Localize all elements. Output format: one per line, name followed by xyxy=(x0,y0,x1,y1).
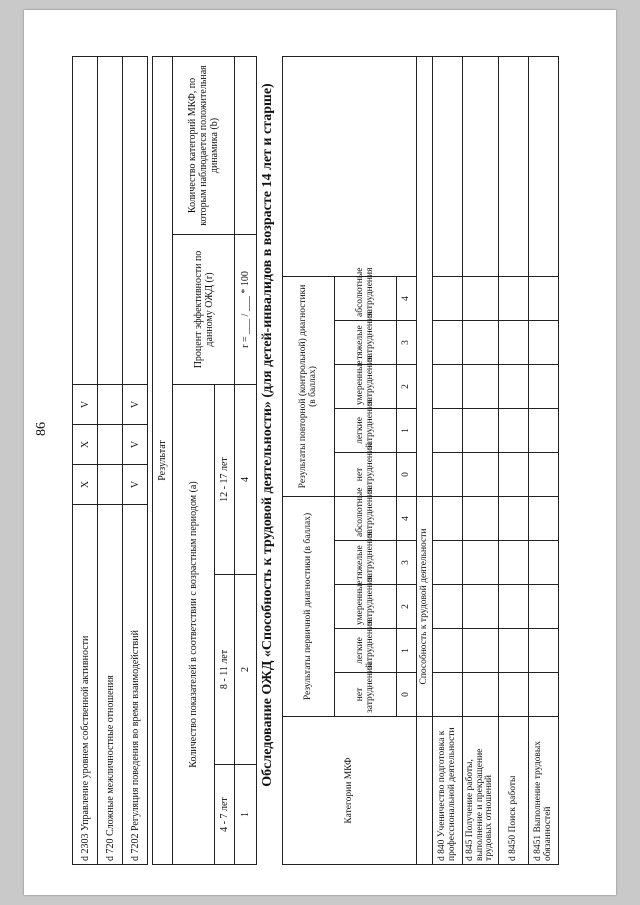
level-label: умеренные затруднения xyxy=(335,585,397,629)
formula: r = ___ / ___ * 100 xyxy=(235,235,257,385)
table-row xyxy=(153,56,173,864)
empty-cell xyxy=(98,57,123,385)
work-ability-table xyxy=(282,56,559,865)
score: 1 xyxy=(397,629,417,673)
age-group: 8 - 11 лет xyxy=(215,575,235,765)
mark-cell xyxy=(98,385,123,425)
score: 2 xyxy=(397,364,417,408)
age-group: 12 - 17 лет xyxy=(215,385,235,575)
age-number: 1 xyxy=(235,765,257,865)
level-label: легкие затруднения xyxy=(335,629,397,673)
table-row xyxy=(417,56,433,864)
primary-header: Результаты первичной диагностики (в баллах) xyxy=(283,496,335,716)
mark-cell: X xyxy=(73,465,98,505)
table-row xyxy=(73,57,98,865)
table-row xyxy=(529,56,559,864)
result-label: Результат xyxy=(153,56,173,864)
count-header: Количество показателей в соответствии с возрастным периодом (а) xyxy=(173,385,215,865)
category-label: d 840 Ученичество подготовка к профессиональной деятельности xyxy=(433,717,463,865)
result-table xyxy=(152,56,257,865)
level-label: нет затруднений xyxy=(335,452,397,496)
table-row xyxy=(123,57,148,865)
score: 2 xyxy=(397,585,417,629)
level-label: абсолютные затруднения xyxy=(335,496,397,540)
empty-cell xyxy=(417,56,433,496)
category-label: d 845 Получение работы, выполнение и прекращение трудовых отношений xyxy=(463,717,499,865)
row-label: d 2303 Управление уровнем собственной активности xyxy=(73,505,98,865)
level-label: легкие затруднения xyxy=(335,408,397,452)
table-row xyxy=(463,56,499,864)
page-number: 86 xyxy=(34,422,49,436)
row-label: d 7202 Регуляция поведения во время взаимодействий xyxy=(123,505,148,865)
age-number: 2 xyxy=(235,575,257,765)
score: 3 xyxy=(397,320,417,364)
age-group: 4 - 7 лет xyxy=(215,765,235,865)
mark-cell: V xyxy=(73,385,98,425)
level-label: абсолютные затруднения xyxy=(335,276,397,320)
empty-cell xyxy=(73,57,98,385)
row-label: d 720 Сложные межличностные отношения xyxy=(98,505,123,865)
empty-cell xyxy=(283,56,417,276)
document-page xyxy=(24,10,616,895)
age-number: 4 xyxy=(235,385,257,575)
mark-cell: V xyxy=(123,385,148,425)
section-label: Способность к трудовой деятельности xyxy=(417,496,433,716)
mark-cell: X xyxy=(73,425,98,465)
table-row xyxy=(173,56,215,864)
score: 4 xyxy=(397,276,417,320)
table-row xyxy=(499,56,529,864)
table-row xyxy=(433,56,463,864)
score: 1 xyxy=(397,408,417,452)
category-label: d 8451 Выполнение трудовых обязанностей xyxy=(529,717,559,865)
category-header: Категории МКФ xyxy=(283,717,417,865)
empty-cell xyxy=(417,717,433,865)
level-label: тяжелые затруднения xyxy=(335,320,397,364)
score: 3 xyxy=(397,541,417,585)
icf-mark-table xyxy=(72,56,148,865)
table-row xyxy=(283,56,335,864)
mark-cell xyxy=(98,465,123,505)
rotated-content xyxy=(24,10,616,895)
mark-cell: V xyxy=(123,465,148,505)
table-row xyxy=(235,56,257,864)
level-label: нет затруднений xyxy=(335,673,397,717)
score: 0 xyxy=(397,452,417,496)
level-label: тяжелые затруднения xyxy=(335,541,397,585)
category-label: d 8450 Поиск работы xyxy=(499,717,529,865)
mark-cell xyxy=(98,425,123,465)
percent-header: Процент эффективности по данному ОЖД (r) xyxy=(173,235,235,385)
level-label: умеренные затруднения xyxy=(335,364,397,408)
score: 0 xyxy=(397,673,417,717)
dynamics-header: Количество категорий МКФ, по которым наблюдается положительная динамика (b) xyxy=(173,56,235,234)
repeat-header: Результаты повторной (контрольной) диагностики (в баллах) xyxy=(283,276,335,496)
mark-cell: V xyxy=(123,425,148,465)
empty-cell xyxy=(123,57,148,385)
section-title: Обследование ОЖД «Способность к трудовой деятельности» (для детей-инвалидов в возрасте 14 лет и старше) xyxy=(260,83,275,787)
score: 4 xyxy=(397,496,417,540)
dynamics-value xyxy=(235,56,257,234)
table-row xyxy=(98,57,123,865)
